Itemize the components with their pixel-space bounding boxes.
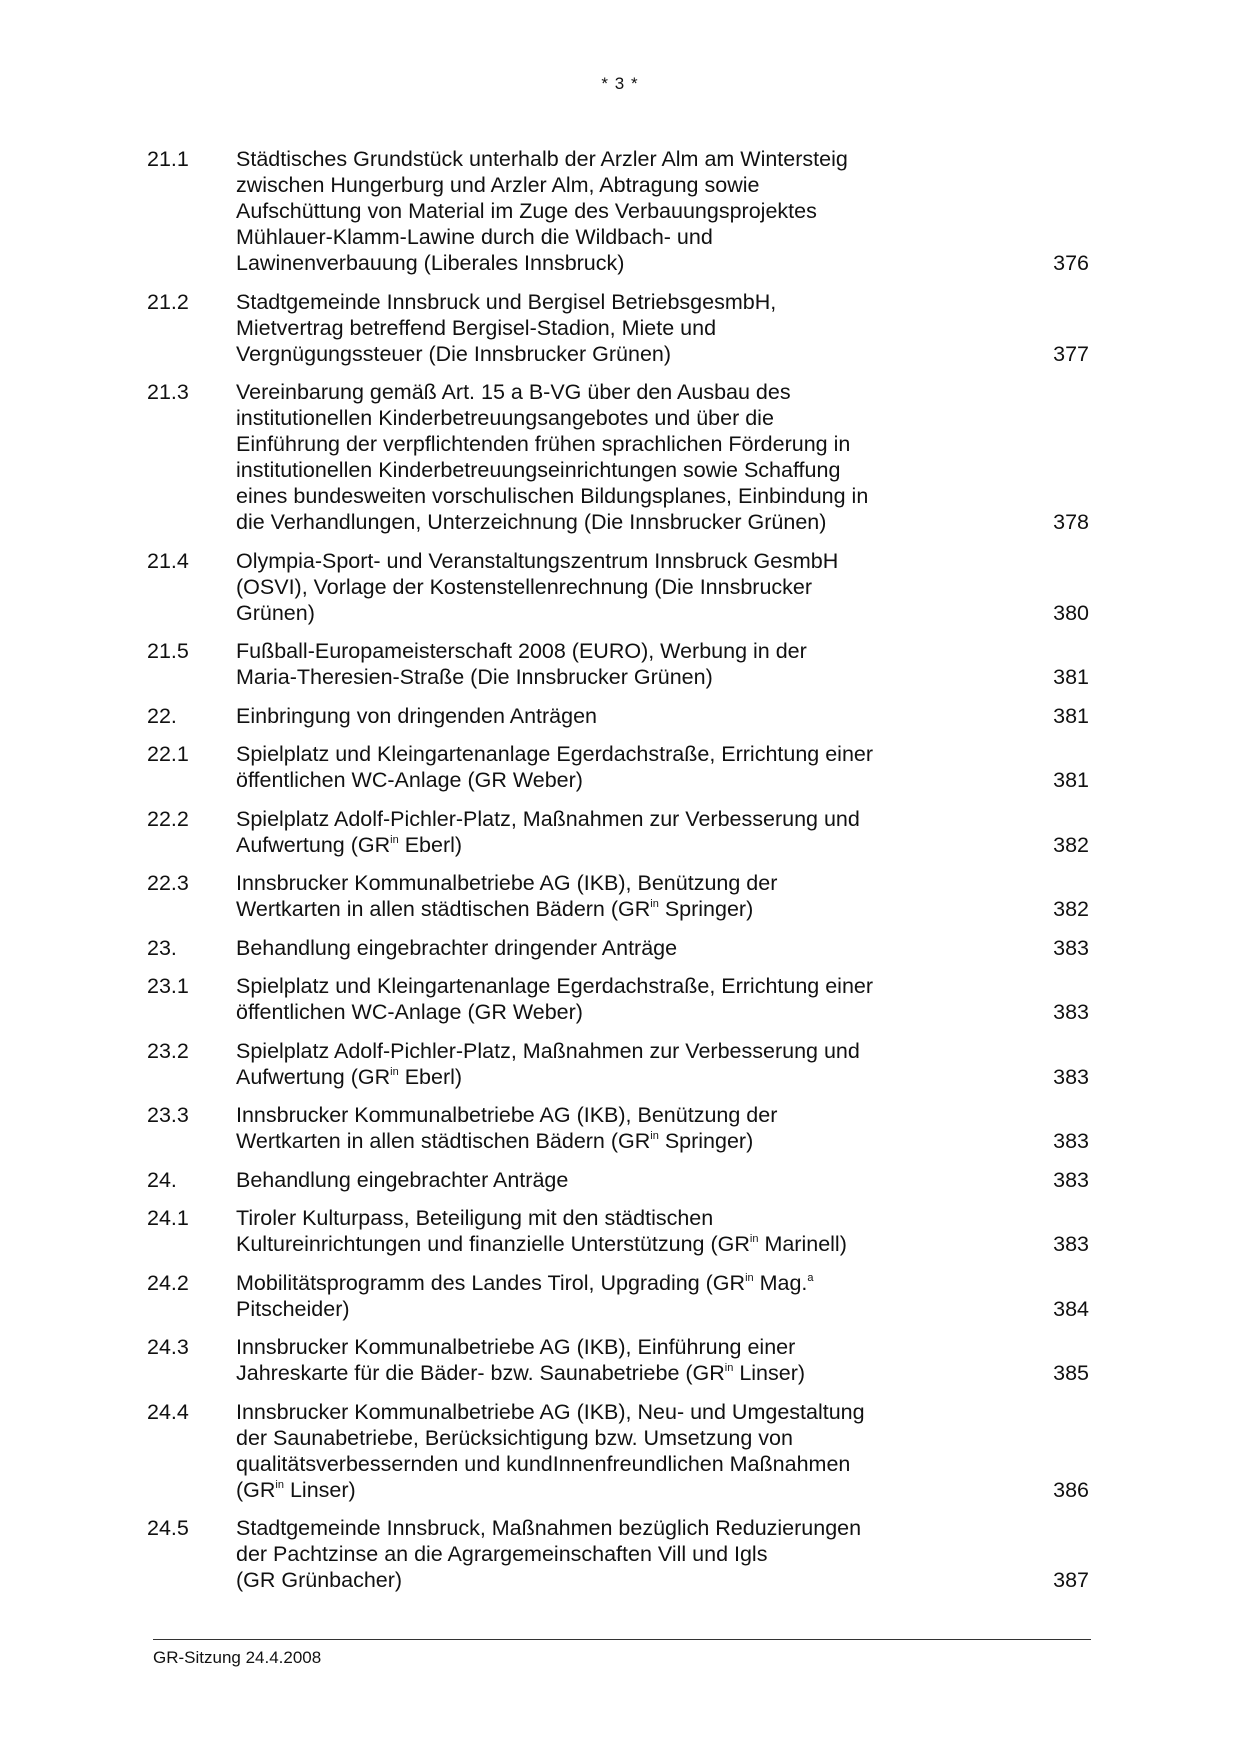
toc-entry xyxy=(147,806,1092,858)
toc-entry-number: 23.2 xyxy=(147,1038,189,1063)
toc-entry xyxy=(147,1515,1092,1593)
toc-entry-number: 21.4 xyxy=(147,548,189,573)
toc-entry-number: 21.2 xyxy=(147,289,189,314)
toc-entry xyxy=(147,935,1092,961)
toc-entry-title xyxy=(236,379,956,535)
toc-title-line: Stadtgemeinde Innsbruck und Bergisel BetriebsgesmbH, xyxy=(236,289,777,314)
toc-title-line: (OSVI), Vorlage der Kostenstellenrechnung (Die Innsbrucker xyxy=(236,574,813,599)
toc-title-line: Spielplatz Adolf-Pichler-Platz, Maßnahmen zur Verbesserung und xyxy=(236,806,860,831)
toc-entry xyxy=(147,1102,1092,1154)
toc-entry xyxy=(147,1038,1092,1090)
toc-entry-title xyxy=(236,1167,956,1193)
toc-entry-page-number: 385 xyxy=(1053,1361,1089,1385)
superscript: in xyxy=(749,1233,759,1245)
toc-title-line: qualitätsverbessernden und kundInnenfreundlichen Maßnahmen xyxy=(236,1451,851,1476)
superscript: in xyxy=(724,1362,734,1374)
toc-entry-page-number: 387 xyxy=(1053,1568,1089,1592)
toc-title-line: Einbringung von dringenden Anträgen xyxy=(236,703,598,728)
toc-entry-title xyxy=(236,548,956,626)
toc-entry-title xyxy=(236,146,956,276)
toc-title-line: institutionellen Kinderbetreuungseinrichtungen sowie Schaffung xyxy=(236,458,841,482)
toc-title-line: Wertkarten in allen städtischen Bädern ($GR^{in}$ Springer) xyxy=(236,897,754,921)
toc-title-line: Aufschüttung von Material im Zuge des Verbauungsprojektes xyxy=(236,199,817,223)
toc-entry xyxy=(147,548,1092,626)
toc-entry-page-number: 382 xyxy=(1053,832,1089,857)
toc-entry xyxy=(147,870,1092,922)
toc-title-line: Vereinbarung gemäß Art. 15 a B-VG über den Ausbau des xyxy=(236,380,791,404)
toc-entry-page-number: 383 xyxy=(1053,1232,1089,1256)
toc-title-line: eines bundesweiten vorschulischen Bildungsplanes, Einbindung in xyxy=(236,484,869,508)
superscript: in xyxy=(745,1271,754,1284)
toc-entry-number: 22.3 xyxy=(147,871,189,895)
toc-entry-number: 24.2 xyxy=(147,1270,189,1295)
toc-entry-number: 22. xyxy=(147,703,177,728)
toc-title-line: Behandlung eingebrachter Anträge xyxy=(236,1167,569,1192)
toc-entry-page-number: 381 xyxy=(1053,768,1089,792)
toc-title-line: Vergnügungssteuer (Die Innsbrucker Grünen) xyxy=(236,341,672,366)
toc-entry-number: 24.5 xyxy=(147,1516,189,1540)
toc-entry-title xyxy=(236,289,956,367)
toc-title-line: Mietvertrag betreffend Bergisel-Stadion, Miete und xyxy=(236,315,717,340)
toc-title-line: institutionellen Kinderbetreuungsangebotes und über die xyxy=(236,406,774,430)
toc-entry-title xyxy=(236,1334,956,1386)
toc-entry-title xyxy=(236,741,956,793)
toc-entry-number: 21.3 xyxy=(147,380,189,404)
toc-title-line: Pitscheider) xyxy=(236,1296,350,1321)
toc-title-line: Innsbrucker Kommunalbetriebe AG (IKB), Benützung der xyxy=(236,1103,778,1127)
toc-entry xyxy=(147,1205,1092,1257)
toc-title-line: Tiroler Kulturpass, Beteiligung mit den städtischen xyxy=(236,1206,714,1230)
toc-entry xyxy=(147,973,1092,1025)
toc-entry-page-number: 383 xyxy=(1053,1129,1089,1153)
toc-entry-page-number: 381 xyxy=(1053,665,1089,689)
superscript: in xyxy=(650,1130,659,1142)
toc-entry-title xyxy=(236,1102,956,1154)
page-number-marker: * 3 * xyxy=(601,74,639,93)
toc-title-line: Behandlung eingebrachter dringender Anträge xyxy=(236,935,678,960)
toc-title-line: Innsbrucker Kommunalbetriebe AG (IKB), Neu- und Umgestaltung xyxy=(236,1399,865,1424)
toc-entry-number: 23. xyxy=(147,935,177,960)
toc-entry-page-number: 381 xyxy=(1053,703,1089,728)
toc-entry-title xyxy=(236,935,956,961)
toc-title-line: zwischen Hungerburg und Arzler Alm, Abtragung sowie xyxy=(236,173,760,197)
toc-entry-title xyxy=(236,1270,956,1322)
toc-entry-page-number: 378 xyxy=(1053,510,1089,534)
toc-entry-page-number: 380 xyxy=(1053,600,1089,625)
superscript: in xyxy=(390,1065,399,1078)
toc-entry-number: 22.2 xyxy=(147,806,189,831)
toc-title-line: Wertkarten in allen städtischen Bädern ($GR^{in}$ Springer) xyxy=(236,1129,754,1153)
toc-entry xyxy=(147,289,1092,367)
toc-title-line: der Saunabetriebe, Berücksichtigung bzw. Umsetzung von xyxy=(236,1425,793,1450)
toc-entry xyxy=(147,379,1092,535)
toc-title-line: Stadtgemeinde Innsbruck, Maßnahmen bezüglich Reduzierungen xyxy=(236,1516,862,1540)
toc-title-line: Mühlauer-Klamm-Lawine durch die Wildbach- und xyxy=(236,225,713,249)
toc-entry-number: 21.5 xyxy=(147,639,189,663)
toc-entry-page-number: 383 xyxy=(1053,1064,1089,1089)
toc-entry-title xyxy=(236,1515,956,1593)
superscript: in xyxy=(650,898,659,910)
toc-title-line: Spielplatz und Kleingartenanlage Egerdachstraße, Errichtung einer xyxy=(236,974,874,998)
toc-entry-number: 23.1 xyxy=(147,974,189,998)
toc-entry-page-number: 383 xyxy=(1053,935,1089,960)
toc-title-line: (GR Grünbacher) xyxy=(236,1568,403,1592)
toc-entry xyxy=(147,1334,1092,1386)
toc-entry-page-number: 383 xyxy=(1053,1000,1089,1024)
toc-entry-title xyxy=(236,1205,956,1257)
toc-entry xyxy=(147,1270,1092,1322)
toc-entry-number: 21.1 xyxy=(147,147,189,171)
toc-entry-page-number: 382 xyxy=(1053,897,1089,921)
toc-entry-page-number: 377 xyxy=(1053,341,1089,366)
superscript: a xyxy=(807,1271,814,1284)
toc-entry-number: 23.3 xyxy=(147,1103,189,1127)
toc-title-line: öffentlichen WC-Anlage (GR Weber) xyxy=(236,1000,583,1024)
toc-entry-page-number: 384 xyxy=(1053,1296,1089,1321)
toc-entry-number: 24. xyxy=(147,1167,177,1192)
toc-entry xyxy=(147,1167,1092,1193)
toc-entry xyxy=(147,703,1092,729)
toc-title-line: Aufwertung ($GR^{in}$ Eberl) xyxy=(236,1064,463,1089)
toc-title-line: die Verhandlungen, Unterzeichnung (Die Innsbrucker Grünen) xyxy=(236,510,827,534)
toc-entry-title xyxy=(236,1399,956,1503)
toc-title-line: Olympia-Sport- und Veranstaltungszentrum Innsbruck GesmbH xyxy=(236,548,839,573)
toc-title-line: Aufwertung ($GR^{in}$ Eberl) xyxy=(236,832,463,857)
toc-title-line: Kultureinrichtungen und finanzielle Unterstützung ($GR^{in}$ Marinell) xyxy=(236,1232,847,1256)
toc-title-line: Grünen) xyxy=(236,600,315,625)
toc-entry-number: 22.1 xyxy=(147,742,189,766)
toc-title-line: Fußball-Europameisterschaft 2008 (EURO), Werbung in der xyxy=(236,639,807,663)
toc-entry-number: 24.3 xyxy=(147,1335,189,1359)
toc-entry xyxy=(147,146,1092,276)
toc-title-line: Innsbrucker Kommunalbetriebe AG (IKB), Einführung einer xyxy=(236,1335,796,1359)
toc-entry-title xyxy=(236,1038,956,1090)
toc-title-line: Spielplatz und Kleingartenanlage Egerdachstraße, Errichtung einer xyxy=(236,742,874,766)
footer-session-label: GR-Sitzung 24.4.2008 xyxy=(153,1648,322,1667)
table-of-contents xyxy=(147,146,1092,1606)
toc-title-line: Einführung der verpflichtenden frühen sprachlichen Förderung in xyxy=(236,432,851,456)
toc-entry-page-number: 386 xyxy=(1053,1477,1089,1502)
toc-entry-page-number: 383 xyxy=(1053,1167,1089,1192)
toc-entry-title xyxy=(236,973,956,1025)
toc-title-line: Mobilitätsprogramm des Landes Tirol, Upgrading ($GR^{in}$ Mag.$^a$ xyxy=(236,1270,814,1295)
toc-entry xyxy=(147,741,1092,793)
toc-title-line: Maria-Theresien-Straße (Die Innsbrucker Grünen) xyxy=(236,665,713,689)
footer-divider xyxy=(153,1639,1091,1640)
toc-title-line: Städtisches Grundstück unterhalb der Arzler Alm am Wintersteig xyxy=(236,147,848,171)
toc-entry-number: 24.4 xyxy=(147,1399,189,1424)
toc-entry-page-number: 376 xyxy=(1053,251,1089,275)
toc-title-line: der Pachtzinse an die Agrargemeinschaften Vill und Igls xyxy=(236,1542,768,1566)
superscript: in xyxy=(390,833,399,846)
toc-entry-title xyxy=(236,703,956,729)
superscript: in xyxy=(275,1478,284,1491)
toc-title-line: Jahreskarte für die Bäder- bzw. Saunabetriebe ($GR^{in}$ Linser) xyxy=(236,1361,806,1385)
toc-title-line: Innsbrucker Kommunalbetriebe AG (IKB), Benützung der xyxy=(236,871,778,895)
toc-entry xyxy=(147,638,1092,690)
toc-title-line: ($GR^{in}$ Linser) xyxy=(236,1477,356,1502)
toc-entry-number: 24.1 xyxy=(147,1206,189,1230)
toc-title-line: Spielplatz Adolf-Pichler-Platz, Maßnahmen zur Verbesserung und xyxy=(236,1038,860,1063)
toc-entry-title xyxy=(236,638,956,690)
toc-title-line: Lawinenverbauung (Liberales Innsbruck) xyxy=(236,251,625,275)
toc-title-line: öffentlichen WC-Anlage (GR Weber) xyxy=(236,768,583,792)
toc-entry xyxy=(147,1399,1092,1503)
toc-entry-title xyxy=(236,806,956,858)
toc-entry-title xyxy=(236,870,956,922)
